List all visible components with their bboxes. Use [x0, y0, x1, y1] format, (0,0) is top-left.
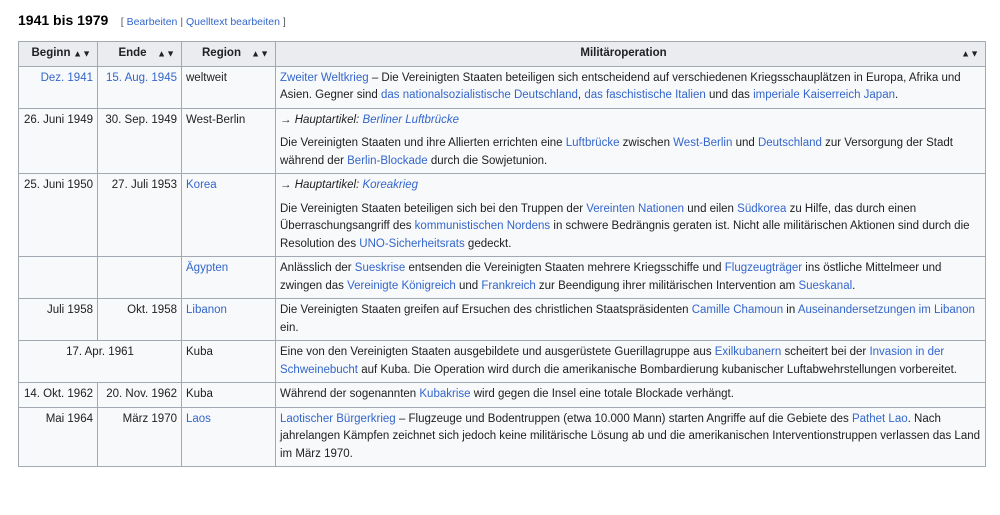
table-row: [19, 108, 986, 174]
cell-region: Kuba: [182, 341, 276, 383]
header-operation[interactable]: [276, 42, 986, 67]
header-beginn[interactable]: [19, 42, 98, 67]
cell-operation: [276, 174, 986, 257]
cell-ende: März 1970: [98, 407, 182, 467]
operation-text: [280, 135, 981, 170]
section-heading: [18, 10, 1000, 32]
link-vereinigtes-koenigreich[interactable]: Vereinigte Königreich: [347, 279, 456, 292]
link-suedkorea[interactable]: Südkorea: [737, 202, 787, 215]
cell-region: [182, 174, 276, 257]
cell-operation: [276, 383, 986, 408]
edit-bracket-open: [: [120, 16, 124, 28]
text: .: [852, 279, 856, 292]
cell-region: [182, 407, 276, 467]
link-kaiserreich-japan[interactable]: imperiale Kaiserreich Japan: [753, 89, 895, 101]
cell-beginn: Mai 1964: [19, 407, 98, 467]
text: wird gegen die Insel eine totale Blockade verhängt.: [470, 388, 734, 400]
text: Eine von den Vereinigten Staaten ausgebildete und ausgerüstete Guerillagruppe aus: [280, 346, 715, 358]
link-deutschland[interactable]: Deutschland: [757, 137, 822, 149]
sort-arrows-icon[interactable]: ▲▼: [157, 48, 175, 58]
text: Während der sogenannten: [280, 388, 420, 400]
link-luftbruecke[interactable]: Luftbrücke: [565, 137, 620, 149]
cell-region: weltweit: [182, 66, 276, 108]
hauptartikel-note: [280, 112, 981, 130]
link-kommunistischer-norden[interactable]: kommunistischen Nordens: [414, 220, 551, 232]
text: entsenden die Vereinigten Staaten mehrere Kriegsschiffe und: [405, 262, 725, 274]
text: in: [783, 304, 798, 316]
sort-arrows-icon[interactable]: ▲▼: [961, 48, 979, 58]
link-laos[interactable]: Laos: [186, 412, 211, 425]
link-sueskanal[interactable]: Sueskanal: [798, 279, 853, 292]
header-operation-label: Militäroperation: [580, 47, 667, 59]
header-region-label: Region: [202, 47, 241, 59]
edit-bracket-close: ]: [282, 16, 286, 28]
text: durch die Sowjetunion.: [427, 154, 548, 167]
cell-beginn: 14. Okt. 1962: [19, 383, 98, 408]
cell-region: [182, 299, 276, 341]
link-korea[interactable]: Korea: [186, 179, 217, 191]
text: gedeckt.: [464, 237, 512, 250]
cell-beginn: [19, 66, 98, 108]
cell-ende: [98, 257, 182, 299]
section-title: 1941 bis 1979: [18, 12, 109, 28]
table-row: [19, 257, 986, 299]
link-west-berlin[interactable]: West-Berlin: [673, 137, 733, 149]
cell-region: [182, 257, 276, 299]
cell-operation: [276, 341, 986, 383]
cell-beginn: Juli 1958: [19, 299, 98, 341]
cell-operation: [276, 299, 986, 341]
cell-beginn: [19, 257, 98, 299]
text: – Flugzeuge und Bodentruppen (etwa 10.000 Mann) starten Angriffe auf die Gebiete des: [395, 412, 852, 425]
text: zu Hilfe, das durch einen Überraschungsangriff des: [280, 202, 917, 232]
text: und: [455, 279, 482, 292]
edit-separator: |: [180, 16, 184, 28]
text: in schwere Bedrängnis geraten ist. Nicht alle militärischen Aktionen sind durch die Resolution des: [280, 220, 970, 250]
text: zur Beendigung ihrer militärischen Intervention am: [535, 279, 799, 292]
text: und das: [705, 89, 754, 101]
text: – Die Vereinigten Staaten beteiligen sich entscheidend auf verschiedenen Kriegsschauplätzen in Europa, Afrika und Asien. Gegner sind: [280, 71, 961, 101]
link-fasch-italien[interactable]: das faschistische Italien: [584, 89, 706, 101]
text: zwischen: [619, 137, 674, 149]
sort-arrows-icon[interactable]: ▲▼: [251, 48, 269, 58]
hat-prefix: → Hauptartikel:: [280, 113, 360, 126]
hauptartikel-note: [280, 177, 981, 195]
text: scheitert bei der: [781, 346, 870, 358]
cell-date: 17. Apr. 1961: [19, 341, 182, 383]
link-camille-chamoun[interactable]: Camille Chamoun: [691, 304, 784, 316]
table-row: [19, 341, 986, 383]
edit-links: [121, 16, 286, 28]
header-beginn-label: Beginn: [31, 47, 71, 59]
text: ,: [577, 89, 585, 101]
link-aegypten[interactable]: Ägypten: [186, 262, 229, 274]
link-libanon[interactable]: Libanon: [186, 304, 227, 316]
link-uno-sicherheitsrat[interactable]: UNO-Sicherheitsrats: [359, 237, 465, 250]
link-zweiter-weltkrieg[interactable]: Zweiter Weltkrieg: [280, 71, 369, 84]
table-row: [19, 383, 986, 408]
table-row: [19, 66, 986, 108]
cell-ende: 27. Juli 1953: [98, 174, 182, 257]
link-exilkubaner[interactable]: Exilkubanern: [714, 346, 782, 358]
text: und: [732, 137, 758, 149]
link-pathet-lao[interactable]: Pathet Lao: [851, 412, 908, 425]
header-region[interactable]: [182, 42, 276, 67]
source-edit-link[interactable]: Quelltext bearbeiten: [185, 16, 280, 28]
cell-beginn: 25. Juni 1950: [19, 174, 98, 257]
cell-operation: [276, 257, 986, 299]
cell-operation: [276, 407, 986, 467]
link-vereinte-nationen[interactable]: Vereinten Nationen: [586, 202, 685, 215]
link-berlin-blockade[interactable]: Berlin-Blockade: [347, 154, 428, 167]
text: und eilen: [684, 202, 738, 215]
table-row: [19, 407, 986, 467]
cell-beginn: 26. Juni 1949: [19, 108, 98, 174]
cell-operation: [276, 108, 986, 174]
cell-ende: 20. Nov. 1962: [98, 383, 182, 408]
sort-arrows-icon[interactable]: ▲▼: [73, 48, 91, 58]
text: Die Vereinigten Staaten greifen auf Ersuchen des christlichen Staatspräsidenten: [280, 304, 692, 316]
text: auf Kuba. Die Operation wird durch die amerikanische Bombardierung kubanischer Luftabwehrstellungen vorbereitet.: [358, 363, 957, 376]
hat-prefix: → Hauptartikel:: [280, 179, 360, 191]
operation-text: [280, 201, 981, 254]
link-frankreich[interactable]: Frankreich: [481, 279, 536, 292]
cell-region: Kuba: [182, 383, 276, 408]
table-row: [19, 299, 986, 341]
link-flugzeugtraeger[interactable]: Flugzeugträger: [724, 262, 803, 274]
text: zur Versorgung der Stadt während der: [280, 137, 953, 167]
table-row: [19, 174, 986, 257]
text: Anlässlich der: [280, 262, 355, 274]
text: .: [895, 89, 899, 101]
cell-region: West-Berlin: [182, 108, 276, 174]
text: Die Vereinigten Staaten und ihre Allierten errichten eine: [280, 137, 566, 149]
text: ein.: [280, 321, 299, 334]
text: . Nach jahrelangen Kämpfen zeichnet sich jedoch keine militärische Lösung ab und die amerikanischen Interventionstruppen verlassen das Land im März 1970.: [280, 412, 981, 460]
header-ende[interactable]: [98, 42, 182, 67]
text: Die Vereinigten Staaten beteiligen sich bei den Truppen der: [280, 202, 587, 215]
link-laotischer-buergerkrieg[interactable]: Laotischer Bürgerkrieg: [280, 412, 396, 425]
link-beginn[interactable]: Dez. 1941: [40, 71, 93, 84]
cell-ende: [98, 66, 182, 108]
link-auseinandersetzungen-libanon[interactable]: Auseinandersetzungen im Libanon: [797, 304, 975, 316]
link-sueskrise[interactable]: Sueskrise: [354, 262, 406, 274]
link-kubakrise[interactable]: Kubakrise: [419, 388, 471, 400]
link-ende[interactable]: 15. Aug. 1945: [106, 71, 177, 84]
link-koreakrieg[interactable]: Koreakrieg: [362, 179, 419, 191]
edit-link[interactable]: Bearbeiten: [126, 16, 178, 28]
header-ende-label: Ende: [118, 47, 147, 59]
text: ins östliche Mittelmeer und zwingen das: [280, 262, 942, 292]
operations-table: [18, 41, 986, 467]
header-row: [19, 42, 986, 67]
cell-ende: Okt. 1958: [98, 299, 182, 341]
cell-operation: [276, 66, 986, 108]
cell-ende: 30. Sep. 1949: [98, 108, 182, 174]
link-berliner-luftbruecke[interactable]: Berliner Luftbrücke: [362, 113, 459, 126]
link-schweinebucht[interactable]: Invasion in der Schweinebucht: [280, 346, 945, 376]
link-ns-deutschland[interactable]: das nationalsozialistische Deutschland: [381, 89, 578, 101]
